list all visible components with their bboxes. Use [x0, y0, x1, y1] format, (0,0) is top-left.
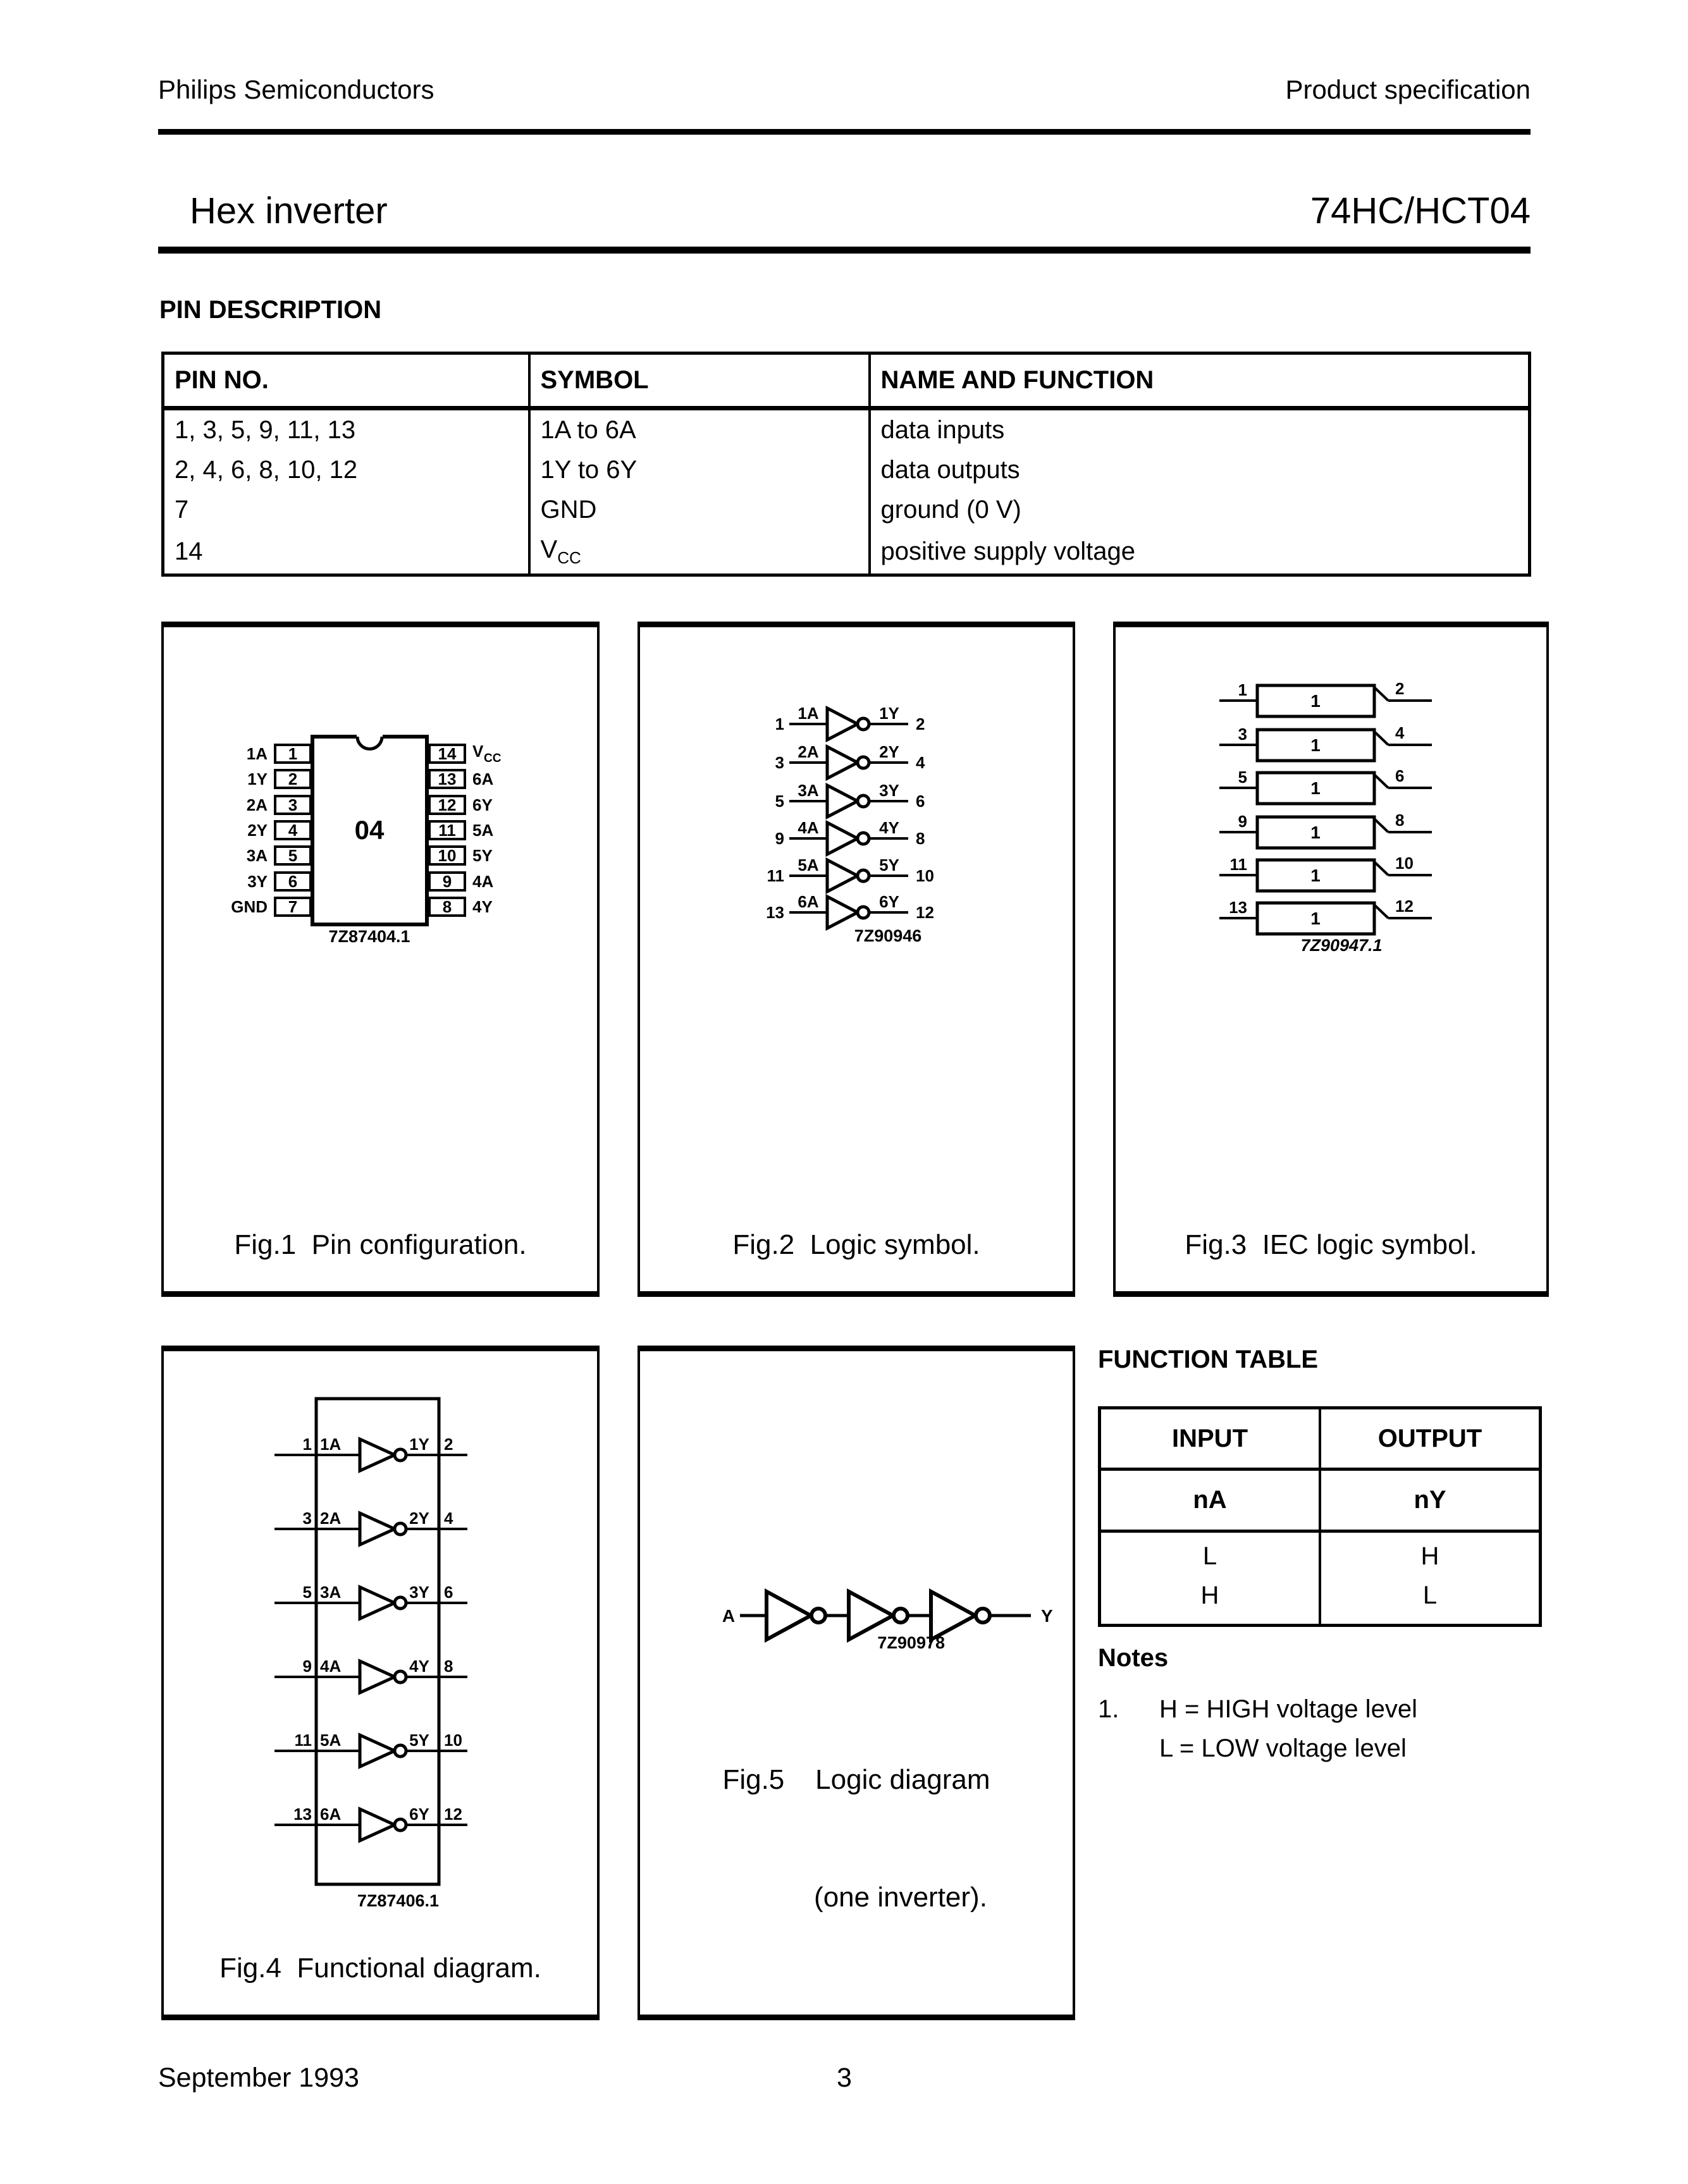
iec-function-label: 1 — [1310, 909, 1321, 928]
table-row — [163, 450, 1530, 490]
out-label: 6Y — [879, 892, 899, 911]
out-label: 4Y — [409, 1657, 429, 1676]
function-table-heading: FUNCTION TABLE — [1098, 1346, 1319, 1373]
pin-number: 6 — [288, 872, 298, 891]
pin-number: 13 — [438, 770, 457, 788]
pin-label: 1Y — [247, 770, 268, 788]
pin-label: 5A — [472, 821, 494, 840]
inverter-triangle — [931, 1592, 975, 1640]
iec-gate — [1219, 854, 1432, 891]
not-bubble — [811, 1609, 825, 1623]
pin-number: 10 — [438, 846, 457, 865]
dip-left-pins — [231, 744, 311, 916]
pin-number: 14 — [438, 744, 457, 763]
chip-label: 04 — [354, 815, 385, 845]
pin-number: 2 — [288, 770, 298, 788]
out-pin-number: 4 — [916, 753, 925, 772]
inverter-gate — [775, 818, 925, 854]
out-label: 4Y — [879, 818, 899, 837]
out-pin-number: 12 — [1395, 897, 1414, 916]
col-name-function: NAME AND FUNCTION — [870, 353, 1530, 408]
fig1-pin-configuration — [161, 622, 600, 1297]
not-bubble — [858, 833, 869, 844]
in-pin-number: 11 — [1229, 855, 1247, 874]
figure-code: 7Z90978 — [877, 1633, 945, 1652]
out-pin-number: 10 — [1395, 854, 1414, 873]
note-number: 1. — [1098, 1695, 1119, 1723]
pin-number: 3 — [288, 795, 298, 814]
pin-label: 1A — [246, 744, 268, 763]
pin-no-cell: 2, 4, 6, 8, 10, 12 — [175, 456, 358, 484]
inverter-triangle — [827, 747, 858, 778]
iec-gate — [1219, 766, 1432, 804]
out-pin-number: 10 — [444, 1731, 462, 1750]
table-row — [163, 490, 1530, 530]
in-label: 6A — [320, 1805, 342, 1824]
iec-function-label: 1 — [1310, 823, 1321, 842]
output-value: L — [1422, 1581, 1438, 1609]
not-bubble — [395, 1523, 406, 1535]
not-bubble — [395, 1671, 406, 1683]
input-values — [1101, 1533, 1321, 1624]
iec-function-label: 1 — [1310, 866, 1321, 885]
not-bubble — [858, 757, 869, 768]
page-number: 3 — [837, 2063, 852, 2093]
pin-number: 4 — [288, 821, 298, 840]
not-bubble — [858, 870, 869, 881]
pin-label: 3A — [246, 846, 268, 865]
iec-gate — [1219, 723, 1432, 761]
pin-no-cell: 7 — [175, 496, 189, 524]
polarity-stroke — [1374, 819, 1388, 832]
pin-number: 1 — [288, 744, 298, 763]
iec-gate — [1219, 811, 1432, 848]
dip-right-pins — [429, 742, 502, 916]
in-label: 2A — [798, 742, 819, 761]
in-label: 2A — [320, 1509, 342, 1528]
in-pin-number: 9 — [775, 829, 784, 848]
function-cell: data outputs — [870, 450, 1530, 490]
iec-function-label: 1 — [1310, 778, 1321, 798]
out-pin-number: 6 — [1395, 766, 1405, 785]
not-bubble — [395, 1449, 406, 1461]
polarity-stroke — [1374, 687, 1388, 701]
figure-code: 7Z90946 — [854, 926, 922, 945]
out-pin-number: 6 — [444, 1583, 453, 1602]
inverter-gate — [775, 781, 925, 817]
in-pin-number: 1 — [1238, 680, 1247, 699]
out-label: 6Y — [409, 1805, 429, 1824]
out-pin-number: 4 — [444, 1509, 453, 1528]
in-pin-number: 11 — [767, 866, 784, 885]
function-table-header-row — [1101, 1409, 1539, 1471]
inverter-triangle — [827, 708, 858, 740]
input-value: H — [1200, 1581, 1219, 1609]
fig3-iec-logic-symbol — [1113, 622, 1549, 1297]
in-pin-number: 13 — [1229, 898, 1247, 917]
function-table — [1098, 1406, 1542, 1627]
polarity-stroke — [1374, 905, 1388, 918]
out-label: 3Y — [879, 781, 899, 800]
function-table-body-row — [1101, 1533, 1539, 1624]
pin-no-cell: 14 — [175, 537, 203, 565]
iec-symbol-diagram — [1116, 627, 1541, 1196]
out-label: 5Y — [409, 1731, 429, 1750]
table-row — [163, 408, 1530, 451]
pin-label: 3Y — [247, 872, 268, 891]
inverter-triangle — [360, 1809, 395, 1841]
in-label: 6A — [798, 892, 819, 911]
pin-label: 6A — [472, 770, 494, 788]
pin-label: 4Y — [472, 897, 493, 916]
notes-heading: Notes — [1098, 1644, 1169, 1672]
pin-no-cell: 1, 3, 5, 9, 11, 13 — [175, 416, 356, 444]
pin-label: GND — [231, 897, 268, 916]
input-label: A — [722, 1606, 736, 1626]
in-pin-number: 3 — [302, 1509, 312, 1528]
fig4-caption: Fig.4 Functional diagram. — [219, 1953, 541, 1984]
inverter-triangle — [360, 1439, 395, 1471]
in-label: 1A — [798, 704, 819, 723]
fig2-caption: Fig.2 Logic symbol. — [732, 1229, 980, 1260]
inverter-gate — [775, 742, 925, 778]
input-symbol: nA — [1101, 1471, 1321, 1530]
iec-function-label: 1 — [1310, 691, 1321, 711]
inverter-triangle — [849, 1592, 893, 1640]
function-cell: data inputs — [870, 408, 1530, 451]
out-pin-number: 8 — [916, 829, 925, 848]
pin-label: 2Y — [247, 821, 268, 840]
fig1-caption: Fig.1 Pin configuration. — [234, 1229, 527, 1260]
in-label: 3A — [798, 781, 819, 800]
out-label: 3Y — [409, 1583, 429, 1602]
fig5-caption-line2: (one inverter). — [814, 1882, 987, 1913]
inverter-triangle — [827, 897, 858, 928]
in-pin-number: 9 — [302, 1657, 312, 1676]
output-header: OUTPUT — [1377, 1425, 1482, 1452]
table-row — [163, 530, 1530, 575]
functional-diagram — [164, 1351, 592, 1958]
title-rule — [158, 247, 1531, 254]
fig5-caption-line1: Fig.5 Logic diagram — [722, 1764, 990, 1795]
not-bubble — [894, 1609, 908, 1623]
inverter-triangle — [360, 1513, 395, 1545]
in-pin-number: 13 — [293, 1805, 312, 1824]
fig2-logic-symbol — [638, 622, 1075, 1297]
in-label: 4A — [798, 818, 819, 837]
inverter-triangle — [360, 1661, 395, 1693]
in-label: 4A — [320, 1657, 342, 1676]
output-value: H — [1420, 1542, 1439, 1570]
function-cell: ground (0 V) — [870, 490, 1530, 530]
not-bubble — [395, 1745, 406, 1757]
in-pin-number: 1 — [302, 1435, 312, 1454]
header-rule — [158, 129, 1531, 135]
out-label: 2Y — [409, 1509, 429, 1528]
in-pin-number: 3 — [1238, 725, 1247, 744]
not-bubble — [858, 795, 869, 807]
output-label: Y — [1041, 1606, 1053, 1626]
out-pin-number: 2 — [916, 715, 925, 733]
iec-gate — [1219, 679, 1432, 716]
symbol-cell: GND — [529, 490, 870, 530]
in-label: 3A — [320, 1583, 342, 1602]
out-pin-number: 6 — [916, 792, 925, 811]
note-line: H = HIGH voltage level — [1159, 1695, 1417, 1723]
fig4-functional-diagram — [161, 1346, 600, 2020]
pin-table-header-row — [163, 353, 1530, 408]
part-number: 74HC/HCT04 — [1310, 190, 1531, 231]
iec-function-label: 1 — [1310, 735, 1321, 755]
polarity-stroke — [1374, 862, 1388, 875]
polarity-stroke — [1374, 775, 1388, 788]
inverter-gate — [767, 856, 934, 892]
iec-gate — [1219, 897, 1432, 934]
inverter-triangle — [827, 860, 858, 892]
out-pin-number: 12 — [916, 903, 934, 922]
not-bubble — [858, 718, 869, 730]
out-label: 1Y — [409, 1435, 429, 1454]
footer-date: September 1993 — [158, 2063, 359, 2093]
symbol-cell: $V_{CC}$ — [529, 530, 870, 575]
out-pin-number: 4 — [1395, 723, 1405, 742]
inverter-triangle — [360, 1587, 395, 1619]
note-line: L = LOW voltage level — [1159, 1734, 1407, 1762]
pin-number: 7 — [288, 897, 298, 916]
pin-label-vcc-sub: CC — [484, 752, 502, 765]
logic-symbol-diagram — [640, 627, 1068, 1196]
figure-code: 7Z90947.1 — [1300, 936, 1383, 955]
input-header: INPUT — [1101, 1409, 1321, 1468]
not-bubble — [858, 907, 869, 918]
out-pin-number: 2 — [444, 1435, 453, 1454]
polarity-stroke — [1374, 732, 1388, 745]
in-label: 1A — [320, 1435, 342, 1454]
pin-label: 2A — [246, 795, 268, 814]
col-pin-no: PIN NO. — [163, 353, 529, 408]
dip-notch — [357, 737, 382, 749]
vendor-name: Philips Semiconductors — [158, 75, 434, 104]
pin-label-vcc: V — [472, 742, 484, 761]
not-bubble — [395, 1819, 406, 1831]
function-cell: positive supply voltage — [870, 530, 1530, 575]
dip-package-diagram — [164, 627, 592, 1196]
inverter-triangle — [827, 785, 858, 817]
out-label: 1Y — [879, 704, 899, 723]
not-bubble — [976, 1609, 990, 1623]
output-values — [1321, 1533, 1539, 1624]
figure-code: 7Z87406.1 — [357, 1891, 439, 1910]
pin-label: 5Y — [472, 846, 493, 865]
out-label: 2Y — [879, 742, 899, 761]
symbol-cell: 1A to 6A — [529, 408, 870, 451]
inverter-gate — [775, 704, 925, 740]
symbol-cell: 1Y to 6Y — [529, 450, 870, 490]
col-symbol: SYMBOL — [529, 353, 870, 408]
pin-number: 11 — [438, 821, 456, 840]
out-pin-number: 12 — [444, 1805, 462, 1824]
part-title: Hex inverter — [190, 190, 388, 231]
pin-label: 6Y — [472, 795, 493, 814]
in-label: 5A — [320, 1731, 342, 1750]
pin-description-table — [161, 352, 1531, 577]
figure-code: 7Z87404.1 — [328, 927, 410, 946]
out-pin-number: 2 — [1395, 679, 1405, 698]
inverter-triangle — [767, 1592, 811, 1640]
function-table-subheader-row — [1101, 1471, 1539, 1533]
in-pin-number: 1 — [775, 715, 784, 733]
note-1 — [1098, 1690, 1417, 1768]
out-pin-number: 8 — [444, 1657, 453, 1676]
inverter-triangle — [360, 1735, 395, 1767]
fig5-caption — [640, 1682, 1073, 1996]
pin-description-heading: PIN DESCRIPTION — [159, 296, 382, 324]
not-bubble — [395, 1597, 406, 1609]
in-pin-number: 11 — [294, 1731, 312, 1750]
fig3-caption: Fig.3 IEC logic symbol. — [1185, 1229, 1477, 1260]
out-label: 5Y — [879, 856, 899, 874]
out-pin-number: 8 — [1395, 811, 1405, 830]
pin-number: 9 — [442, 872, 452, 891]
fig5-logic-diagram — [638, 1346, 1075, 2020]
doc-type: Product specification — [1285, 75, 1531, 104]
out-pin-number: 10 — [916, 866, 934, 885]
in-pin-number: 5 — [1238, 768, 1247, 787]
in-pin-number: 13 — [766, 903, 784, 922]
pin-number: 12 — [438, 795, 457, 814]
in-pin-number: 5 — [302, 1583, 312, 1602]
inverter-triangle — [827, 823, 858, 854]
pin-label: 4A — [472, 872, 494, 891]
pin-number: 8 — [442, 897, 452, 916]
input-value: L — [1202, 1542, 1217, 1570]
inverter-gate — [766, 892, 934, 928]
in-pin-number: 3 — [775, 753, 784, 772]
output-symbol: nY — [1414, 1486, 1446, 1514]
pin-number: 5 — [288, 846, 298, 865]
in-label: 5A — [798, 856, 819, 874]
in-pin-number: 9 — [1238, 812, 1247, 831]
in-pin-number: 5 — [775, 792, 784, 811]
